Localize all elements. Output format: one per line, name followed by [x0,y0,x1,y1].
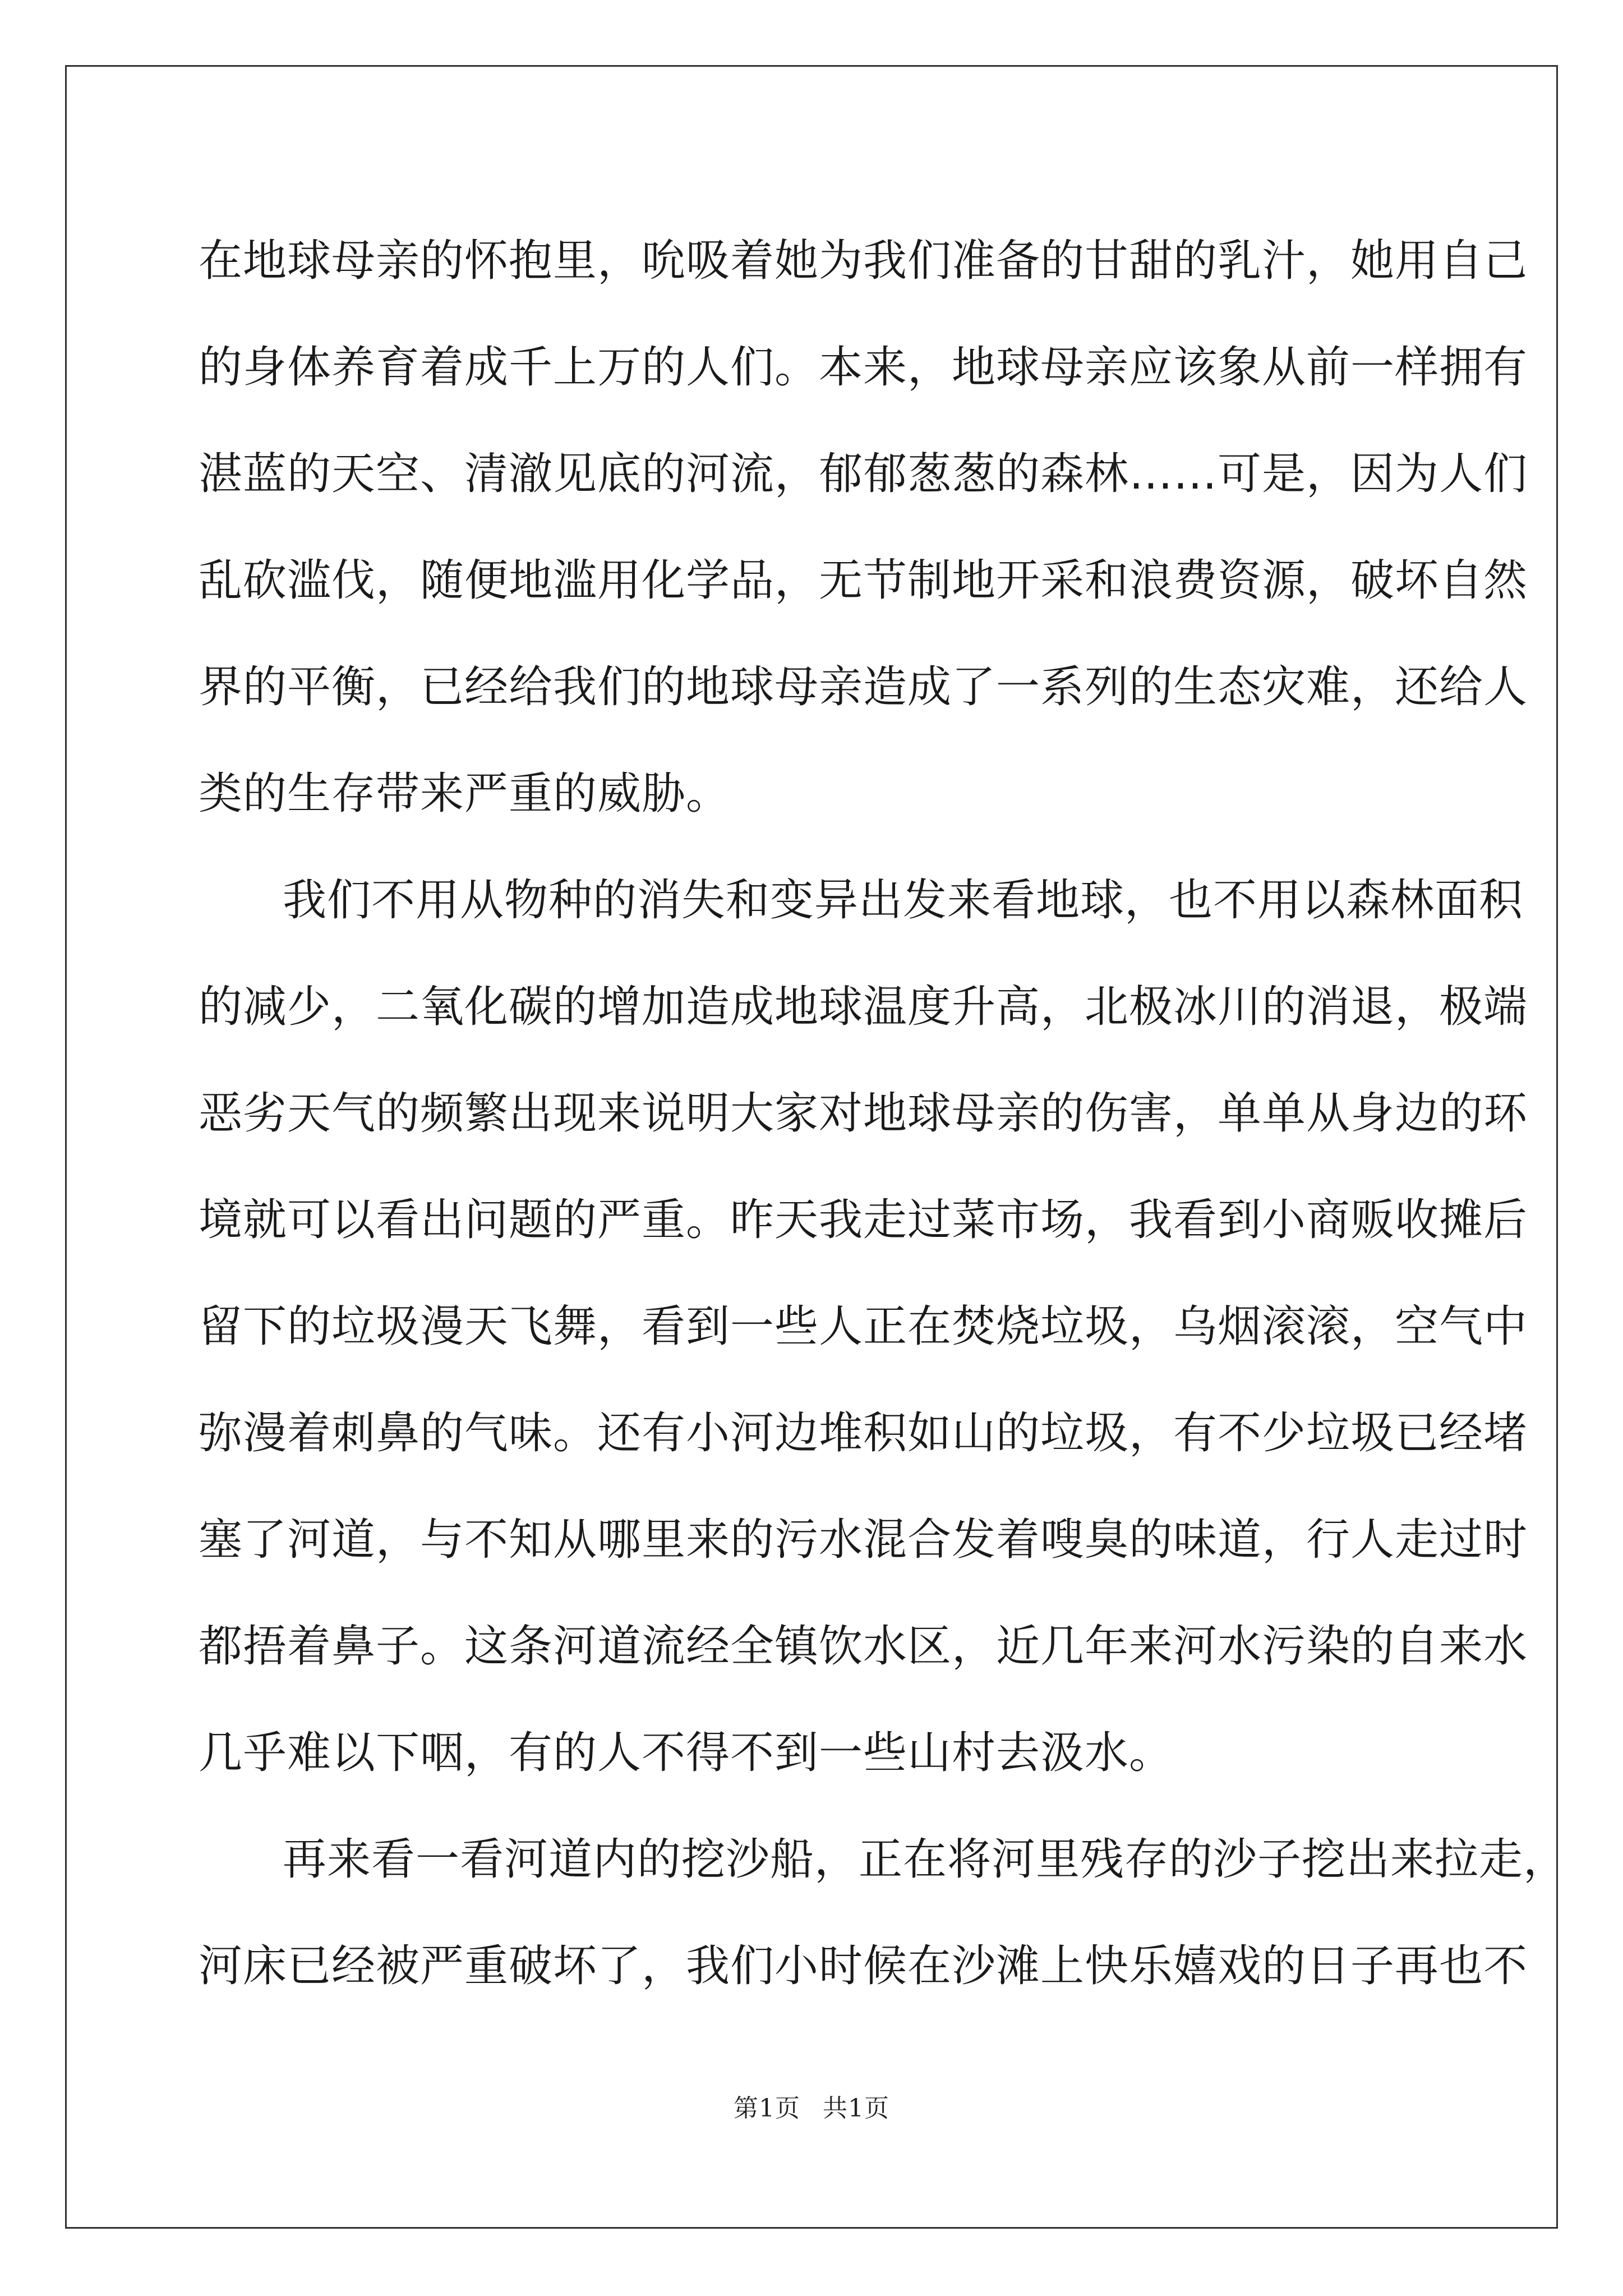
text-line: 的身体养育着成千上万的人们。本来，地球母亲应该象从前一样拥有 [199,342,1528,393]
paragraph-start-line: 我们不用从物种的消失和变异出发来看地球，也不用以森林面积 [283,875,1524,926]
text-line: 弥漫着刺鼻的气味。还有小河边堆积如山的垃圾，有不少垃圾已经堵 [199,1408,1528,1458]
text-line: 河床已经被严重破坏了，我们小时候在沙滩上快乐嬉戏的日子再也不 [199,1941,1528,1991]
text-line: 几乎难以下咽，有的人不得不到一些山村去汲水。 [199,1728,1174,1778]
text-line: 湛蓝的天空、清澈见底的河流，郁郁葱葱的森林……可是，因为人们 [199,449,1528,499]
text-line: 在地球母亲的怀抱里，吮吸着她为我们准备的甘甜的乳汁，她用自己 [199,236,1528,286]
page-total: 共1页 [823,2094,889,2123]
text-line: 恶劣天气的频繁出现来说明大家对地球母亲的伤害，单单从身边的环 [199,1088,1528,1139]
text-line: 的减少，二氧化碳的增加造成地球温度升高，北极冰川的消退，极端 [199,982,1528,1032]
paragraph-start-line: 再来看一看河道内的挖沙船，正在将河里残存的沙子挖出来拉走， [283,1834,1568,1885]
text-line: 境就可以看出问题的严重。昨天我走过菜市场，我看到小商贩收摊后 [199,1195,1528,1245]
document-body [199,208,1568,2019]
text-line: 类的生存带来严重的威胁。 [199,769,731,819]
text-line: 乱砍滥伐，随便地滥用化学品，无节制地开采和浪费资源，破坏自然 [199,555,1528,606]
text-line: 界的平衡，已经给我们的地球母亲造成了一系列的生态灾难，还给人 [199,662,1528,712]
text-line: 都捂着鼻子。这条河道流经全镇饮水区，近几年来河水污染的自来水 [199,1621,1528,1672]
text-line: 留下的垃圾漫天飞舞，看到一些人正在焚烧垃圾，乌烟滚滚，空气中 [199,1301,1528,1352]
page-number: 第1页 [734,2094,800,2123]
text-line: 塞了河道，与不知从哪里来的污水混合发着嗖臭的味道，行人走过时 [199,1515,1528,1565]
page-footer [0,2088,1623,2124]
